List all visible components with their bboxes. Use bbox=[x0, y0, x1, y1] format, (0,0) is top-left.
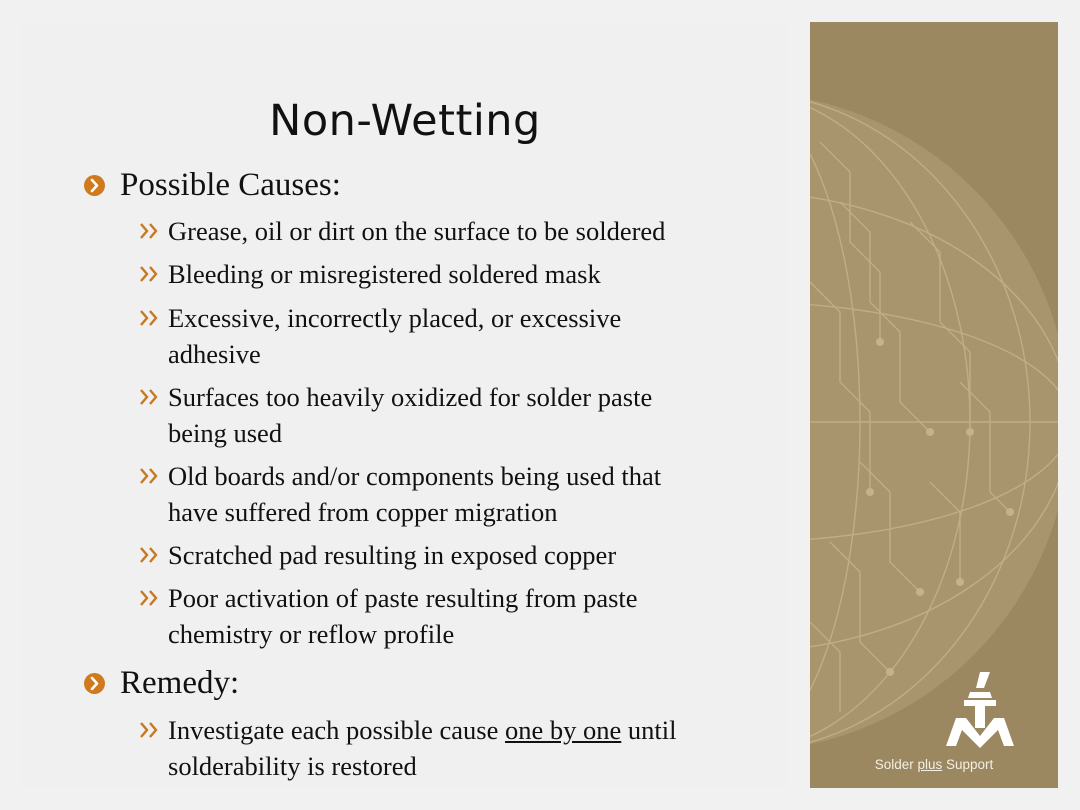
double-chevron-icon bbox=[138, 386, 166, 408]
list-item-text: Excessive, incorrectly placed, or excessive adhesive bbox=[168, 303, 622, 369]
section-heading: Remedy: bbox=[120, 665, 240, 701]
double-chevron-icon bbox=[138, 465, 166, 487]
list-item-text: Scratched pad resulting in exposed copper bbox=[168, 540, 617, 570]
list-item-cause bbox=[138, 300, 758, 372]
list-item-cause bbox=[138, 256, 758, 292]
double-chevron-icon bbox=[138, 544, 166, 566]
emphasis-underlined: one by one bbox=[505, 715, 622, 745]
list-item-cause bbox=[138, 379, 758, 451]
double-chevron-icon bbox=[138, 307, 166, 329]
slide-title: Non-Wetting bbox=[269, 96, 541, 146]
list-item-text: Bleeding or misregistered soldered mask bbox=[168, 259, 601, 289]
brand-side-panel bbox=[810, 22, 1058, 788]
orange-chevron-bullet-icon bbox=[84, 673, 105, 694]
double-chevron-icon bbox=[138, 220, 166, 242]
list-item-text: Grease, oil or dirt on the surface to be soldered bbox=[168, 216, 666, 246]
orange-chevron-bullet-icon bbox=[84, 175, 105, 196]
double-chevron-icon bbox=[138, 587, 166, 609]
list-item-cause bbox=[138, 458, 758, 530]
list-item-text: Poor activation of paste resulting from paste chemistry or reflow profile bbox=[168, 583, 638, 649]
list-item-text: Investigate each possible cause one by one until solderability is restored bbox=[168, 715, 677, 781]
aim-logo bbox=[940, 670, 1020, 750]
brand-tagline: Solder plus Support bbox=[874, 757, 994, 772]
section-heading: Possible Causes: bbox=[120, 167, 341, 203]
circuit-globe-graphic bbox=[810, 22, 1058, 788]
list-item-cause bbox=[138, 580, 758, 652]
list-item-remedy bbox=[138, 712, 758, 784]
list-item-text: Surfaces too heavily oxidized for solder paste being used bbox=[168, 382, 653, 448]
list-item-cause bbox=[138, 537, 758, 573]
list-item-text: Old boards and/or components being used that have suffered from copper migration bbox=[168, 461, 662, 527]
double-chevron-icon bbox=[138, 719, 166, 741]
list-item-cause bbox=[138, 213, 758, 249]
double-chevron-icon bbox=[138, 263, 166, 285]
